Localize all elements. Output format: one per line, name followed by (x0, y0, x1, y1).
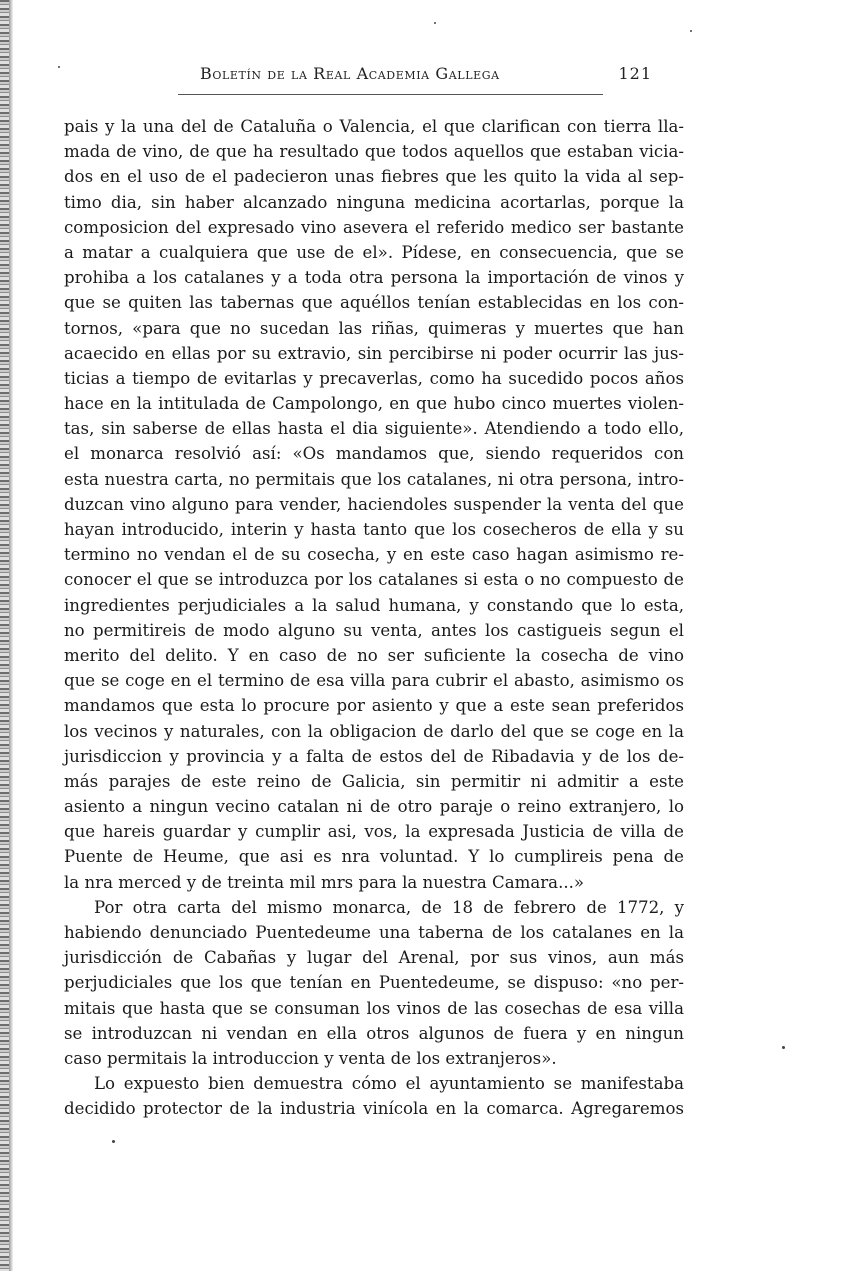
text-line: habiendo denunciado Puentedeume una taberna de los catalanes en la (64, 923, 684, 942)
header-rule (178, 94, 603, 95)
text-line: timo dia, sin haber alcanzado ninguna medicina acortarlas, porque la (64, 192, 684, 212)
text-line: mitais que hasta que se consuman los vinos de las cosechas de esa villa (64, 998, 684, 1018)
text-line: prohiba a los catalanes y a toda otra persona la importación de vinos y (64, 268, 684, 288)
text-line: acaecido en ellas por su extravio, sin percibirse ni poder ocurrir las jus- (64, 343, 684, 363)
print-speck (690, 30, 692, 32)
paragraph-start-line: Lo expuesto bien demuestra cómo el ayuntamiento se manifestaba (94, 1074, 684, 1094)
text-line: ingredientes perjudiciales a la salud humana, y constando que lo esta, (64, 595, 684, 615)
page-gutter-shadow (9, 0, 13, 1271)
text-line: se introduzcan ni vendan en ella otros algunos de fuera y en ningun (64, 1023, 684, 1043)
text-line: tornos, «para que no sucedan las riñas, quimeras y muertes que han (64, 318, 684, 338)
text-line: duzcan vino alguno para vender, haciendoles suspender la venta del que (64, 494, 684, 514)
paragraph-start-line: Por otra carta del mismo monarca, de 18 de febrero de 1772, y (94, 897, 684, 917)
text-line: mada de vino, de que ha resultado que todos aquellos que estaban vicia- (64, 142, 684, 162)
text-line: termino no vendan el de su cosecha, y en este caso hagan asimismo re- (64, 545, 684, 565)
print-speck (782, 1046, 785, 1049)
text-line: mandamos que esta lo procure por asiento y que a este sean preferidos (64, 696, 684, 716)
book-binding-edge (0, 0, 9, 1271)
text-line: la nra merced y de treinta mil mrs para la nuestra Camara...» (64, 872, 585, 892)
text-line: los vecinos y naturales, con la obligacion de darlo del que se coge en la (64, 721, 684, 741)
text-line: perjudiciales que los que tenían en Puentedeume, se dispuso: «no per- (64, 973, 684, 993)
text-line: pais y la una del de Cataluña o Valencia, el que clarifican con tierra lla- (64, 117, 684, 136)
print-speck (434, 22, 436, 24)
text-line: tas, sin saberse de ellas hasta el dia siguiente». Atendiendo a todo ello, (64, 419, 684, 439)
text-line: asiento a ningun vecino catalan ni de otro paraje o reino extranjero, lo (64, 797, 684, 817)
print-speck (112, 1140, 115, 1143)
text-line: que hareis guardar y cumplir asi, vos, la expresada Justicia de villa de (64, 822, 684, 842)
text-line: decidido protector de la industria vinícola en la comarca. Agregaremos (64, 1099, 684, 1119)
text-line: más parajes de este reino de Galicia, sin permitir ni admitir a este (64, 771, 684, 791)
page-number: 121 (618, 64, 652, 83)
text-line: hayan introducido, interin y hasta tanto que los cosecheros de ella y su (64, 520, 684, 539)
journal-title: Boletín de la Real Academia Gallega (200, 64, 500, 83)
text-line: dos en el uso de el padecieron unas fiebres que les quito la vida al sep- (64, 167, 684, 187)
text-line: conocer el que se introduzca por los catalanes si esta o no compuesto de (64, 570, 684, 590)
text-line: que se quiten las tabernas que aquéllos tenían establecidas en los con- (64, 293, 684, 313)
text-line: ticias a tiempo de evitarlas y precaverlas, como ha sucedido pocos años (64, 368, 684, 388)
text-line: hace en la intitulada de Campolongo, en que hubo cinco muertes violen- (64, 394, 684, 414)
text-line: no permitireis de modo alguno su venta, antes los castigueis segun el (64, 620, 684, 640)
text-line: a matar a cualquiera que use de el». Pídese, en consecuencia, que se (64, 242, 684, 262)
text-line: jurisdicción de Cabañas y lugar del Arenal, por sus vinos, aun más (64, 948, 684, 968)
text-line: el monarca resolvió así: «Os mandamos que, siendo requeridos con (64, 444, 684, 464)
text-line: composicion del expresado vino asevera el referido medico ser bastante (64, 217, 684, 237)
text-line: caso permitais la introduccion y venta de los extranjeros». (64, 1048, 557, 1068)
text-line: merito del delito. Y en caso de no ser suficiente la cosecha de vino (64, 645, 684, 665)
body-text (64, 114, 684, 1122)
print-speck (58, 66, 60, 68)
text-line: Puente de Heume, que asi es nra voluntad. Y lo cumplireis pena de (64, 847, 684, 867)
text-line: jurisdiccion y provincia y a falta de estos del de Ribadavia y de los de- (64, 746, 684, 766)
running-header (150, 64, 660, 90)
text-line: que se coge en el termino de esa villa para cubrir el abasto, asimismo os (64, 671, 684, 691)
text-line: esta nuestra carta, no permitais que los catalanes, ni otra persona, intro- (64, 469, 684, 489)
